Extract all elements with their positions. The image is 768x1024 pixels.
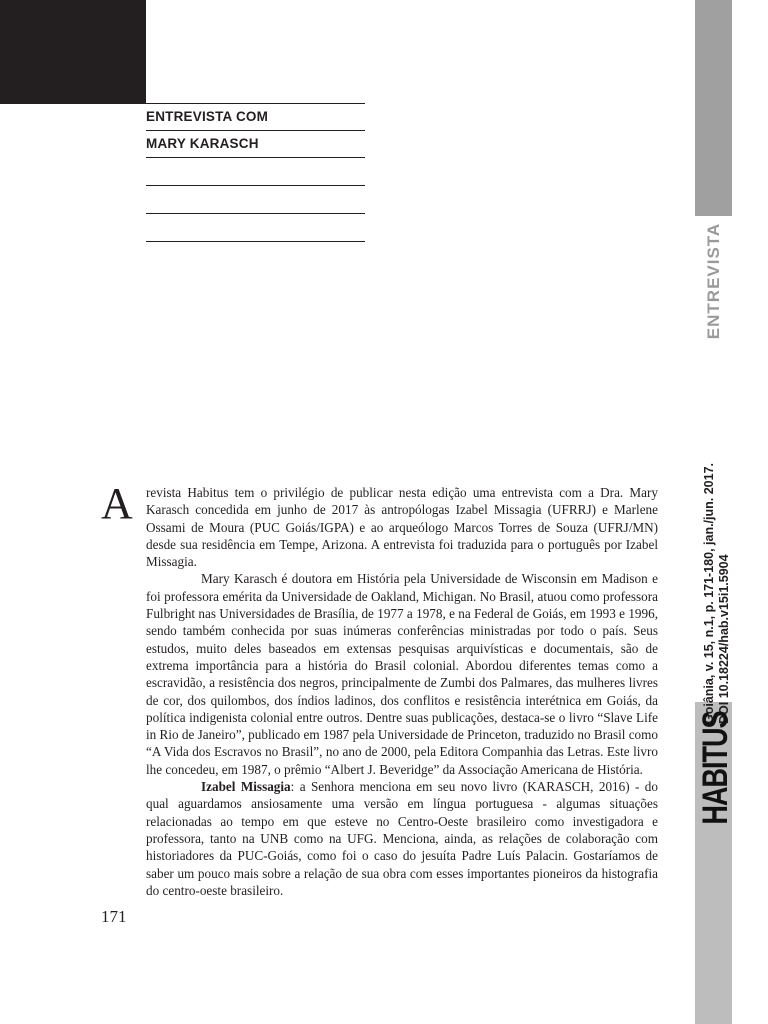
article-title-block	[146, 103, 365, 242]
citation-doi-line: DOI 10.18224/hab.v15i1.5904	[717, 554, 731, 724]
page-number: 171	[101, 907, 127, 926]
speaker-name: Izabel Missagia	[201, 779, 291, 795]
blank-title-line	[146, 186, 365, 213]
sidebar-top-band	[695, 0, 732, 216]
title-rule	[146, 241, 365, 242]
section-label	[695, 216, 732, 346]
article-title-line-1: ENTREVISTA COM	[146, 109, 269, 124]
corner-decoration-block	[0, 0, 146, 104]
journal-logo	[695, 705, 735, 830]
question-paragraph	[146, 778, 658, 899]
intro-paragraph: revista Habitus tem o privilégio de publicar nesta edição uma entrevista com a Dra. Mary Karasch concedida em junho de 2017 às antropólogas Izabel Missagia (UFRRJ) e Marlene Ossami de Moura (PUC Goiás/IGPA) e ao arqueólogo Marcos Torres de Souza (UFRJ/MN) desde sua residência em Tempe, Arizona. A entrevista foi traduzida para o português por Izabel Missagia.	[146, 485, 658, 570]
journal-logo-text: HABITUS	[695, 711, 735, 824]
article-body	[146, 484, 658, 899]
blank-title-line	[146, 214, 365, 241]
section-label-text: ENTREVISTA	[703, 222, 723, 340]
drop-cap: A	[101, 479, 133, 528]
citation-volume-line: Goiânia, v. 15, n.1, p. 171-180, jan./jun. 2017.	[702, 463, 716, 724]
blank-title-line	[146, 158, 365, 185]
article-title-line-2: MARY KARASCH	[146, 136, 259, 151]
bio-paragraph: Mary Karasch é doutora em História pela Universidade de Wisconsin em Madison e foi professora emérita da Universidade de Oakland, Michigan. No Brasil, atuou como professora Fulbright nas Universidades de Brasília, de 1977 a 1978, e na Federal de Goiás, em 1993 e 1996, sendo também conhecida por suas inúmeras conferências ministradas por todo o país. Seus estudos, muito deles baseados em extensas pesquisas arquivísticas e documentais, são de extrema importância para a história do Brasil colonial. Abordou diferentes temas como a escravidão, a resistência dos negros, principalmente de Zumbi dos Palmares, das mulheres livres de cor, dos quilombos, dos índios ladinos, dos conflitos e resistência interétnica em Goiás, da política indigenista colonial entre outros. Dentre suas publicações, destaca-se o livro “Slave Life in Rio de Janeiro”, publicado em 1987 pela Universidade de Princeton, traduzido no Brasil como “A Vida dos Escravos no Brasil”, no ano de 2000, pela Editora Companhia das Letras. Este livro lhe concedeu, em 1987, o prêmio “Albert J. Beveridge” da Associação Americana de História.	[146, 571, 658, 777]
question-text: : a Senhora menciona em seu novo livro (KARASCH, 2016) - do qual aguardamos ansiosamente uma versão em língua portuguesa - algumas situações relacionadas ao tempo em que esteve no Centro-Oeste brasileiro como investigadora e professora, tanto na UNB como na UFG. Menciona, ainda, as relações de colaboração com historiadores da PUC-Goiás, como foi o caso do jesuíta Padre Luís Palacin. Gostaríamos de saber um pouco mais sobre a relação de sua obra com esses importantes pioneiros da histografia do centro-oeste brasileiro.	[146, 779, 658, 898]
journal-citation	[694, 404, 740, 724]
